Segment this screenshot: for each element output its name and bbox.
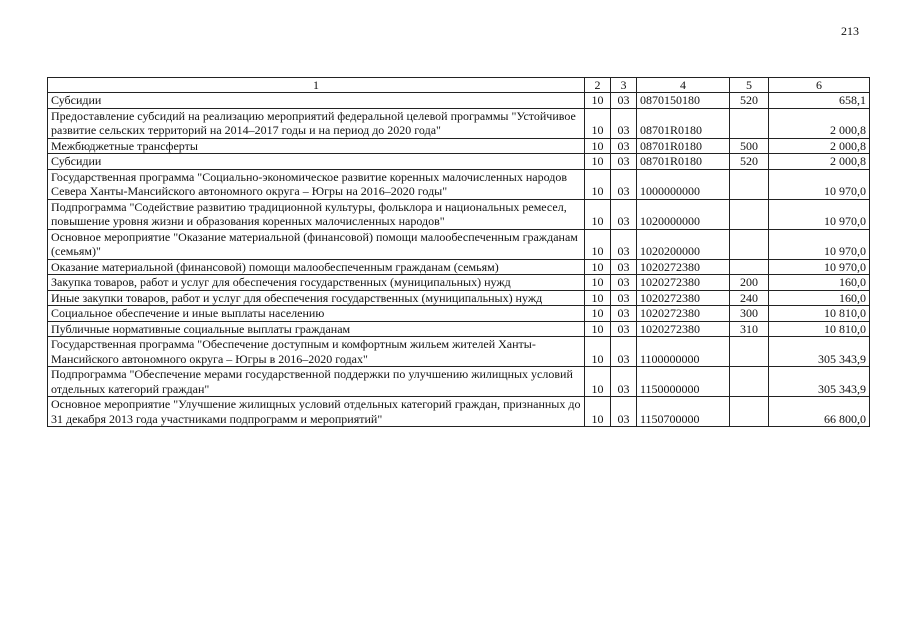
row-subsection: 03 — [611, 259, 637, 275]
header-row — [48, 78, 870, 93]
row-amount: 305 343,9 — [769, 337, 870, 367]
table-row — [48, 108, 870, 138]
row-expense-type — [730, 108, 769, 138]
page-number: 213 — [841, 24, 859, 38]
table-row — [48, 337, 870, 367]
row-subsection: 03 — [611, 290, 637, 306]
row-target-code: 1020000000 — [637, 199, 730, 229]
row-amount: 10 970,0 — [769, 259, 870, 275]
row-amount: 10 970,0 — [769, 199, 870, 229]
row-target-code: 0870150180 — [637, 93, 730, 109]
row-amount: 2 000,8 — [769, 138, 870, 154]
table-row — [48, 169, 870, 199]
row-section: 10 — [585, 397, 611, 427]
row-expense-type: 520 — [730, 154, 769, 170]
header-col-4: 4 — [637, 78, 730, 93]
row-subsection: 03 — [611, 169, 637, 199]
table-row — [48, 397, 870, 427]
row-target-code: 08701R0180 — [637, 154, 730, 170]
row-expense-type — [730, 199, 769, 229]
row-expense-type — [730, 229, 769, 259]
row-subsection: 03 — [611, 367, 637, 397]
row-name: Подпрограмма "Содействие развитию традиционной культуры, фольклора и национальных ремесел, повышение уровня жизни и образования коренных малочисленных народов" — [48, 199, 585, 229]
row-name: Субсидии — [48, 93, 585, 109]
row-name: Основное мероприятие "Улучшение жилищных условий отдельных категорий граждан, признанных до 31 декабря 2013 года участниками подпрограмм и мероприятий" — [48, 397, 585, 427]
row-subsection: 03 — [611, 108, 637, 138]
row-amount: 10 970,0 — [769, 229, 870, 259]
row-subsection: 03 — [611, 397, 637, 427]
row-expense-type: 310 — [730, 321, 769, 337]
row-section: 10 — [585, 321, 611, 337]
table-row — [48, 306, 870, 322]
row-section: 10 — [585, 275, 611, 291]
row-section: 10 — [585, 169, 611, 199]
row-amount: 10 810,0 — [769, 321, 870, 337]
table-row — [48, 138, 870, 154]
row-expense-type: 240 — [730, 290, 769, 306]
row-subsection: 03 — [611, 229, 637, 259]
table-row — [48, 367, 870, 397]
row-amount: 160,0 — [769, 290, 870, 306]
budget-table — [47, 77, 870, 427]
row-section: 10 — [585, 108, 611, 138]
row-name: Основное мероприятие "Оказание материальной (финансовой) помощи малообеспеченным гражданам (семьям)" — [48, 229, 585, 259]
row-target-code: 1020272380 — [637, 275, 730, 291]
row-subsection: 03 — [611, 275, 637, 291]
row-name: Субсидии — [48, 154, 585, 170]
row-section: 10 — [585, 138, 611, 154]
row-amount: 305 343,9 — [769, 367, 870, 397]
row-expense-type: 200 — [730, 275, 769, 291]
row-subsection: 03 — [611, 306, 637, 322]
row-name: Закупка товаров, работ и услуг для обеспечения государственных (муниципальных) нужд — [48, 275, 585, 291]
row-name: Иные закупки товаров, работ и услуг для обеспечения государственных (муниципальных) нужд — [48, 290, 585, 306]
header-col-5: 5 — [730, 78, 769, 93]
row-section: 10 — [585, 367, 611, 397]
table-row — [48, 290, 870, 306]
row-section: 10 — [585, 337, 611, 367]
row-amount: 160,0 — [769, 275, 870, 291]
row-section: 10 — [585, 306, 611, 322]
row-amount: 10 810,0 — [769, 306, 870, 322]
row-name: Публичные нормативные социальные выплаты гражданам — [48, 321, 585, 337]
header-col-3: 3 — [611, 78, 637, 93]
row-subsection: 03 — [611, 321, 637, 337]
table-row — [48, 275, 870, 291]
row-expense-type: 520 — [730, 93, 769, 109]
row-subsection: 03 — [611, 93, 637, 109]
header-col-6: 6 — [769, 78, 870, 93]
row-name: Предоставление субсидий на реализацию мероприятий федеральной целевой программы "Устойчивое развитие сельских территорий на 2014–2017 годы и на период до 2020 года" — [48, 108, 585, 138]
row-expense-type — [730, 337, 769, 367]
table-row — [48, 93, 870, 109]
row-expense-type: 500 — [730, 138, 769, 154]
header-col-1: 1 — [48, 78, 585, 93]
row-amount: 10 970,0 — [769, 169, 870, 199]
row-expense-type — [730, 367, 769, 397]
row-target-code: 1020272380 — [637, 290, 730, 306]
row-target-code: 1020200000 — [637, 229, 730, 259]
row-name: Социальное обеспечение и иные выплаты населению — [48, 306, 585, 322]
row-amount: 66 800,0 — [769, 397, 870, 427]
row-subsection: 03 — [611, 337, 637, 367]
row-amount: 2 000,8 — [769, 108, 870, 138]
table-row — [48, 154, 870, 170]
header-col-2: 2 — [585, 78, 611, 93]
row-target-code: 1150700000 — [637, 397, 730, 427]
row-target-code: 1000000000 — [637, 169, 730, 199]
row-target-code: 08701R0180 — [637, 108, 730, 138]
row-target-code: 1150000000 — [637, 367, 730, 397]
row-name: Оказание материальной (финансовой) помощи малообеспеченным гражданам (семьям) — [48, 259, 585, 275]
row-target-code: 08701R0180 — [637, 138, 730, 154]
row-expense-type — [730, 397, 769, 427]
table-row — [48, 229, 870, 259]
table-row — [48, 321, 870, 337]
row-amount: 658,1 — [769, 93, 870, 109]
table-row — [48, 199, 870, 229]
row-section: 10 — [585, 290, 611, 306]
row-subsection: 03 — [611, 154, 637, 170]
row-name: Подпрограмма "Обеспечение мерами государственной поддержки по улучшению жилищных условий отдельных категорий граждан" — [48, 367, 585, 397]
row-section: 10 — [585, 199, 611, 229]
row-name: Государственная программа "Социально-экономическое развитие коренных малочисленных народов Севера Ханты-Мансийского автономного округа – Югры на 2016–2020 годы" — [48, 169, 585, 199]
row-expense-type — [730, 259, 769, 275]
table-row — [48, 259, 870, 275]
row-subsection: 03 — [611, 199, 637, 229]
row-section: 10 — [585, 154, 611, 170]
row-target-code: 1020272380 — [637, 321, 730, 337]
row-amount: 2 000,8 — [769, 154, 870, 170]
row-section: 10 — [585, 259, 611, 275]
row-name: Межбюджетные трансферты — [48, 138, 585, 154]
row-expense-type: 300 — [730, 306, 769, 322]
row-section: 10 — [585, 229, 611, 259]
row-name: Государственная программа "Обеспечение доступным и комфортным жильем жителей Ханты-Мансийского автономного округа – Югры в 2016–2020 годах" — [48, 337, 585, 367]
row-target-code: 1020272380 — [637, 306, 730, 322]
row-target-code: 1100000000 — [637, 337, 730, 367]
row-target-code: 1020272380 — [637, 259, 730, 275]
row-subsection: 03 — [611, 138, 637, 154]
row-section: 10 — [585, 93, 611, 109]
row-expense-type — [730, 169, 769, 199]
